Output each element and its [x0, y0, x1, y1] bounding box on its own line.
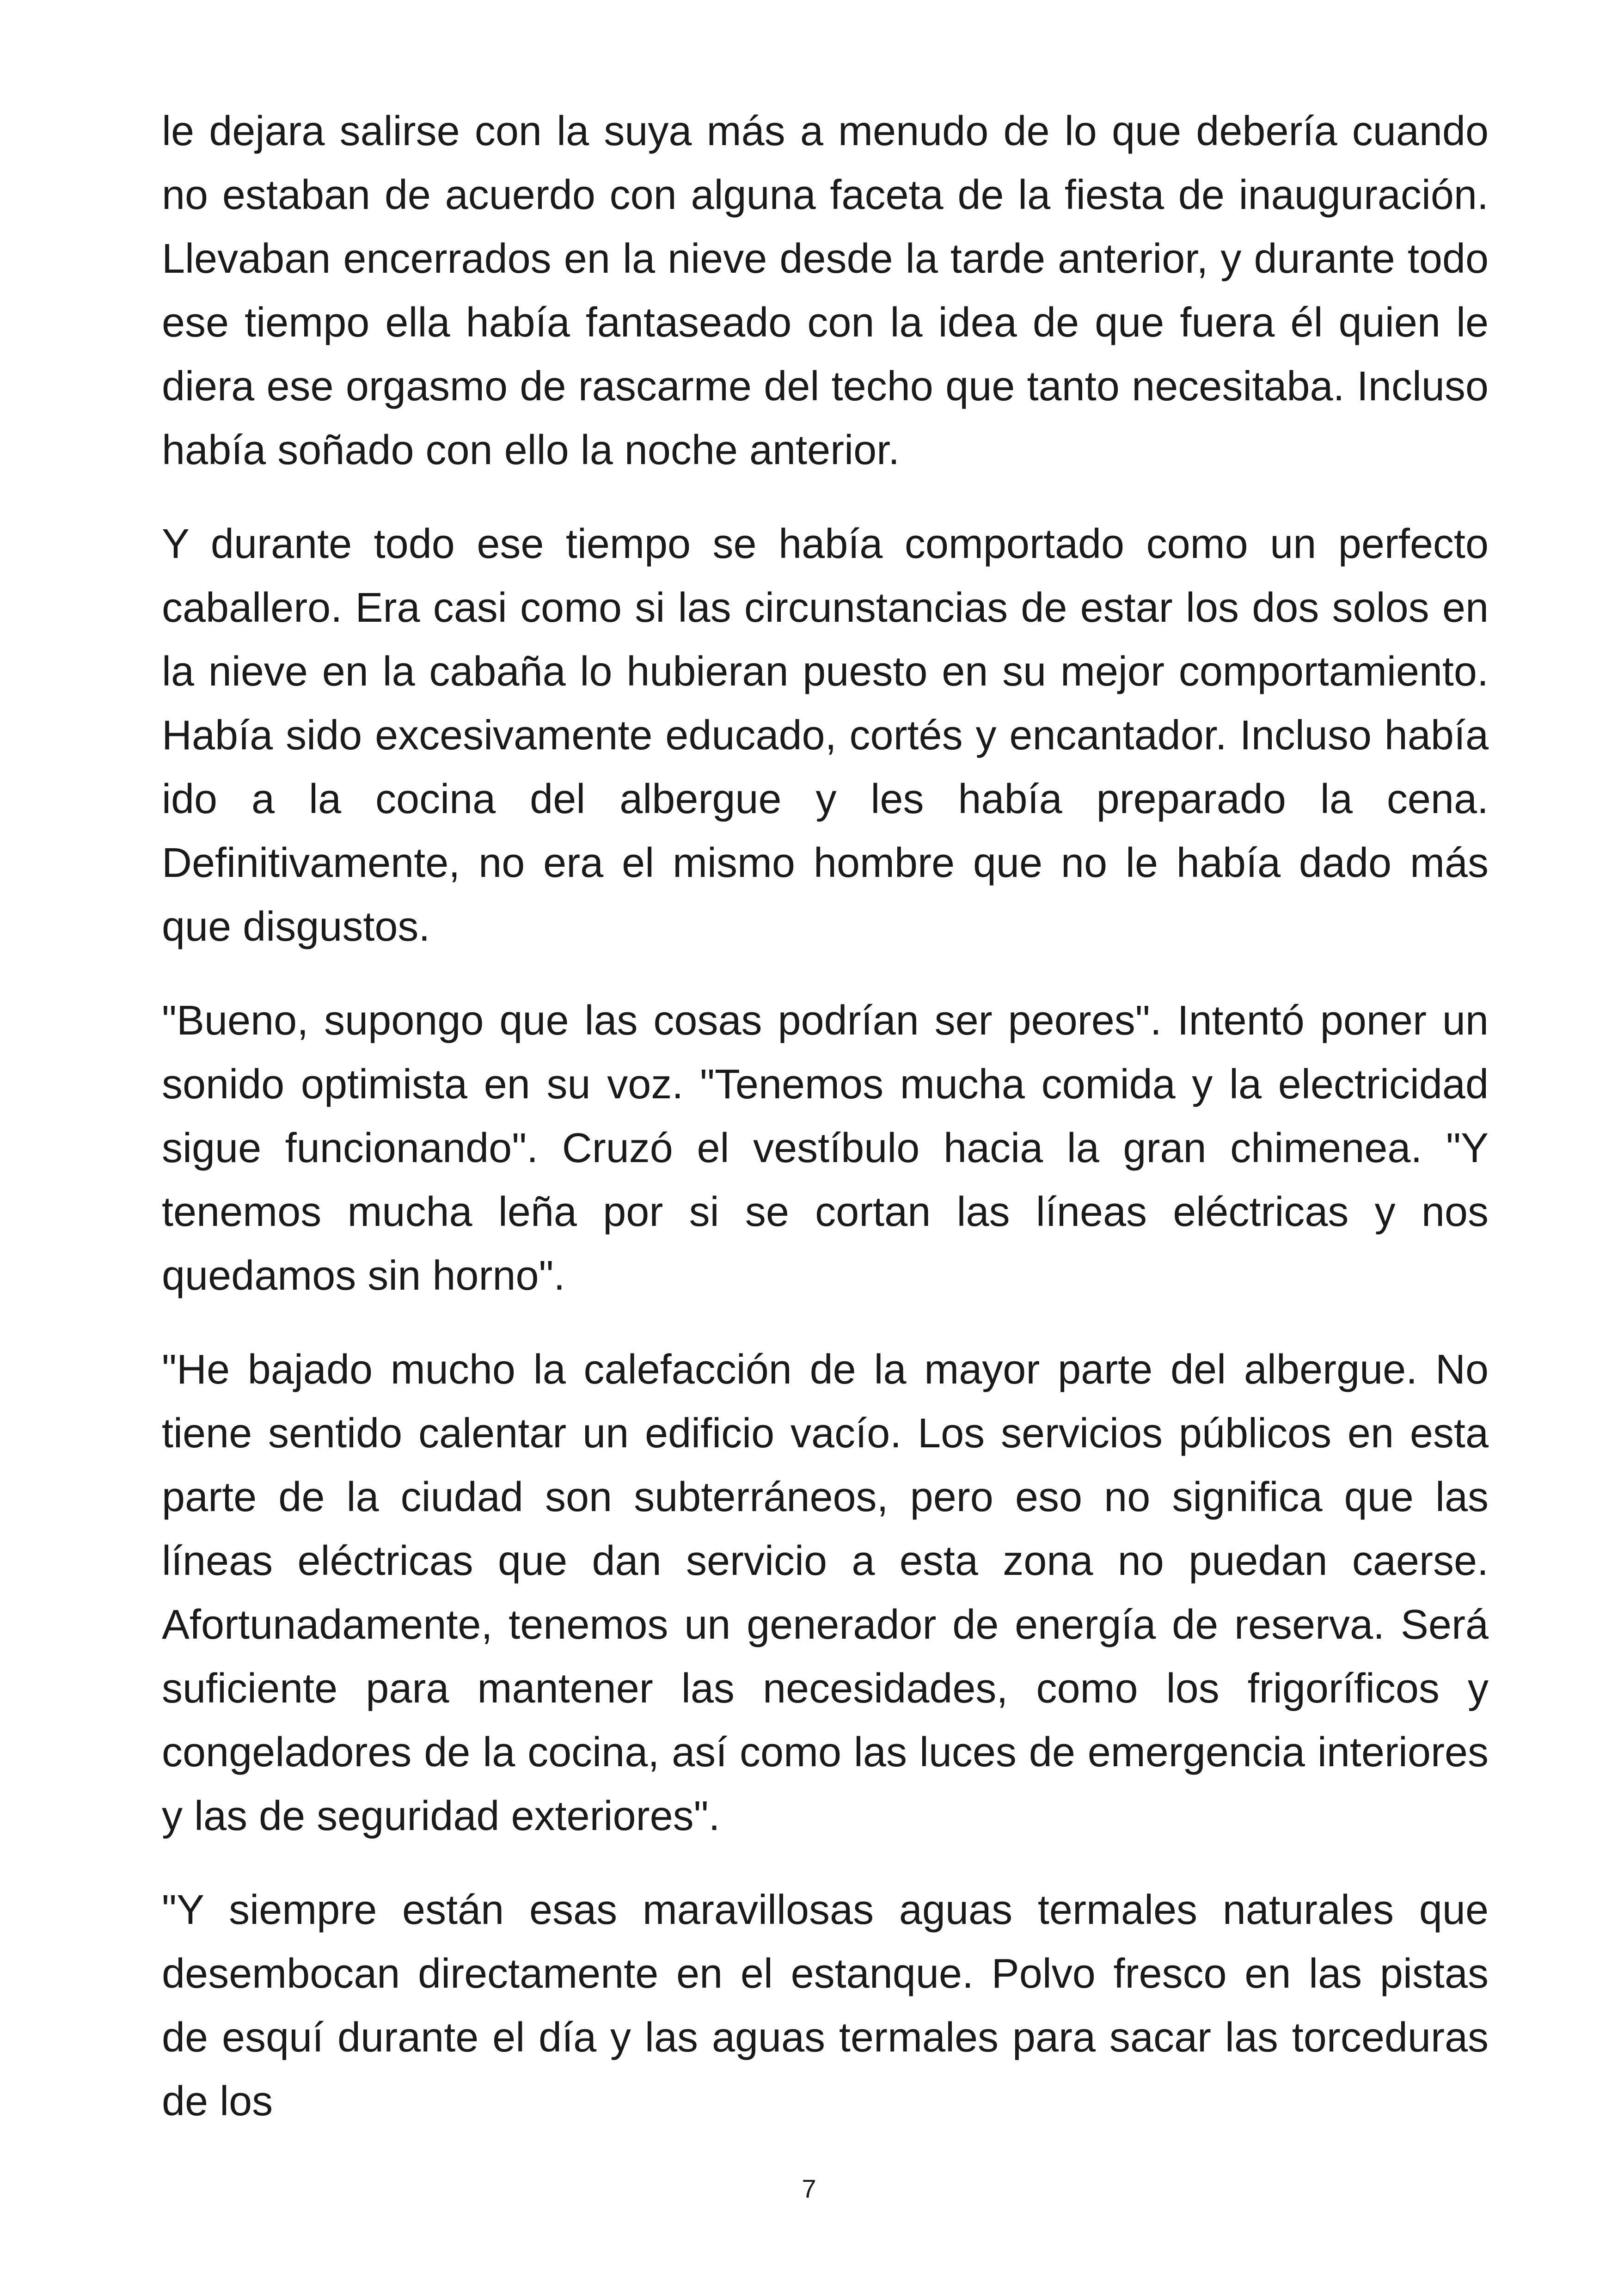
paragraph-5: "Y siempre están esas maravillosas aguas termales naturales que desembocan directamente en el estanque. Polvo fresco en las pistas de esquí durante el día y las aguas termales para sacar las torceduras de los	[162, 1887, 1489, 2125]
page-body	[162, 99, 1489, 2163]
page-number: 7	[802, 2174, 816, 2203]
paragraph-3: "Bueno, supongo que las cosas podrían ser peores". Intentó poner un sonido optimista en su voz. "Tenemos mucha comida y la electricidad sigue funcionando". Cruzó el vestíbulo hacia la gran chimenea. "Y tenemos mucha leña por si se cortan las líneas eléctricas y nos quedamos sin horno".	[162, 998, 1489, 1299]
paragraph-1: le dejara salirse con la suya más a menudo de lo que debería cuando no estaban de acuerdo con alguna faceta de la fiesta de inauguración. Llevaban encerrados en la nieve desde la tarde anterior, y durante todo ese tiempo ella había fantaseado con la idea de que fuera él quien le diera ese orgasmo de rascarme del techo que tanto necesitaba. Incluso había soñado con ello la noche anterior.	[162, 108, 1489, 473]
paragraph-2: Y durante todo ese tiempo se había comportado como un perfecto caballero. Era casi como si las circunstancias de estar los dos solos en la nieve en la cabaña lo hubieran puesto en su mejor comportamiento. Había sido excesivamente educado, cortés y encantador. Incluso había ido a la cocina del albergue y les había preparado la cena. Definitivamente, no era el mismo hombre que no le había dado más que disgustos.	[162, 521, 1489, 950]
paragraph-4: "He bajado mucho la calefacción de la mayor parte del albergue. No tiene sentido calentar un edificio vacío. Los servicios públicos en esta parte de la ciudad son subterráneos, pero eso no significa que las líneas eléctricas que dan servicio a esta zona no puedan caerse. Afortunadamente, tenemos un generador de energía de reserva. Será suficiente para mantener las necesidades, como los frigoríficos y congeladores de la cocina, así como las luces de emergencia interiores y las de seguridad exteriores".	[162, 1347, 1489, 1839]
